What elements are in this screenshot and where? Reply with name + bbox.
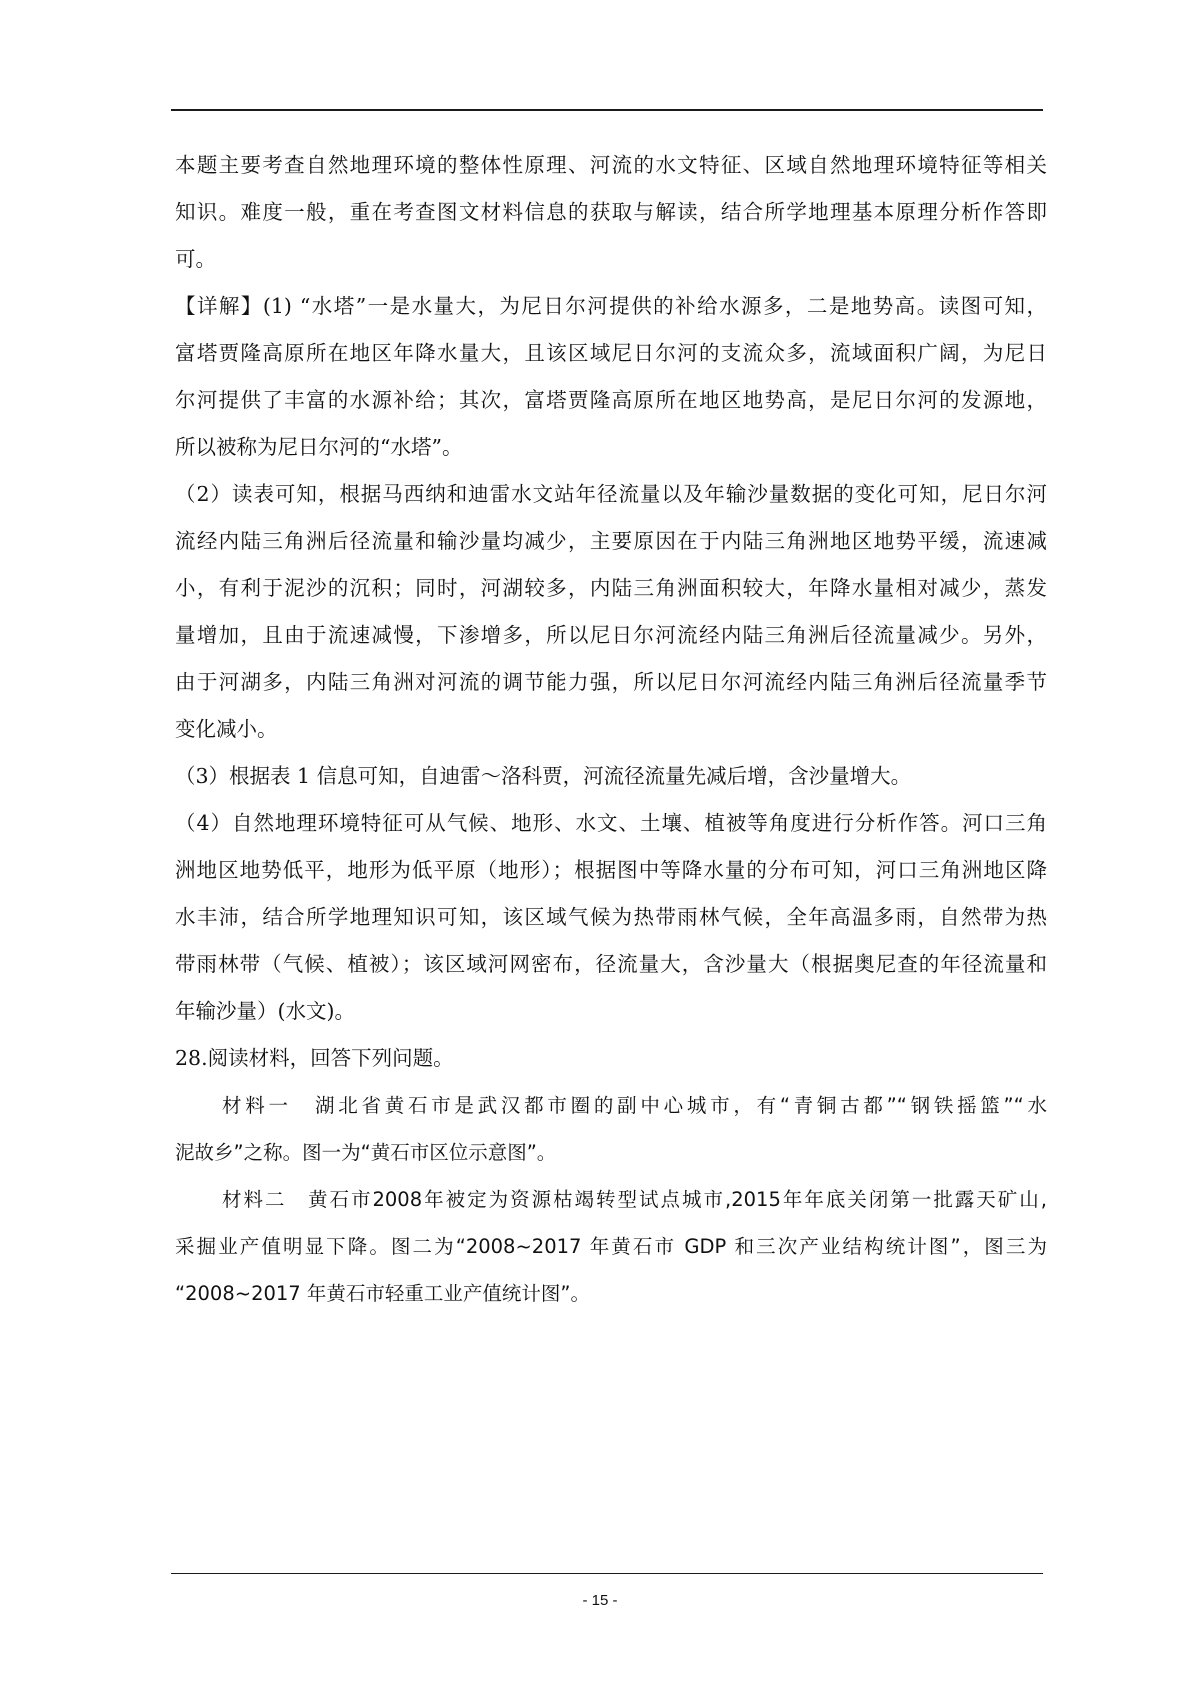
header-rule [171,109,1043,111]
text-line: 知识。难度一般，重在考查图文材料信息的获取与解读，结合所学地理基本原理分析作答即 [175,200,1047,224]
text-line: 富塔贾隆高原所在地区年降水量大，且该区域尼日尔河的支流众多，流域面积广阔，为尼日 [175,341,1047,365]
text-line: 泥故乡”之称。图一为“黄石市区位示意图”。 [175,1141,557,1164]
text-line: 可。 [175,247,216,271]
text-line: 变化减小。 [175,717,278,741]
text-line: 洲地区地势低平，地形为低平原（地形）；根据图中等降水量的分布可知，河口三角洲地区降 [175,858,1047,882]
text-line: 材料二 黄石市2008年被定为资源枯竭转型试点城市,2015年年底关闭第一批露天矿山, [222,1188,1047,1211]
text-line: 水丰沛，结合所学地理知识可知，该区域气候为热带雨林气候，全年高温多雨，自然带为热 [175,905,1047,929]
text-line: 年输沙量）(水文)。 [175,999,355,1023]
text-line: 【详解】(1) “水塔”一是水量大，为尼日尔河提供的补给水源多，二是地势高。读图可知， [175,294,1047,318]
text-line: 由于河湖多，内陆三角洲对河流的调节能力强，所以尼日尔河流经内陆三角洲后径流量季节 [175,670,1047,694]
page-number: - 15 - [582,1592,618,1609]
text-line: （4）自然地理环境特征可从气候、地形、水文、土壤、植被等角度进行分析作答。河口三角 [175,811,1047,835]
text-line: （3）根据表 1 信息可知，自迪雷～洛科贾，河流径流量先减后增，含沙量增大。 [175,764,912,788]
text-line: 带雨林带（气候、植被）；该区域河网密布，径流量大，含沙量大（根据奥尼查的年径流量和 [175,952,1047,976]
question-28 [175,1035,1047,1317]
text-line: 流经内陆三角洲后径流量和输沙量均减少，主要原因在于内陆三角洲地区地势平缓，流速减 [175,529,1047,553]
text-line: 尔河提供了丰富的水源补给；其次，富塔贾隆高原所在地区地势高，是尼日尔河的发源地， [175,388,1047,412]
text-line: 小，有利于泥沙的沉积；同时，河湖较多，内陆三角洲面积较大，年降水量相对减少，蒸发 [175,576,1047,600]
text-line: 采掘业产值明显下降。图二为“2008~2017 年黄石市 GDP 和三次产业结构统计图”，图三为 [175,1235,1047,1258]
detail-section [175,283,1047,1035]
page-body [175,142,1047,1317]
text-line: “2008~2017 年黄石市轻重工业产值统计图”。 [175,1282,590,1305]
text-line: 量增加，且由于流速减慢，下渗增多，所以尼日尔河流经内陆三角洲后径流量减少。另外， [175,623,1047,647]
footer-rule [171,1573,1043,1574]
text-line: （2）读表可知，根据马西纳和迪雷水文站年径流量以及年输沙量数据的变化可知，尼日尔河 [175,482,1047,506]
intro-paragraph [175,142,1047,283]
text-line: 本题主要考查自然地理环境的整体性原理、河流的水文特征、区域自然地理环境特征等相关 [175,153,1047,177]
question-title: 28.阅读材料，回答下列问题。 [175,1046,454,1070]
material-two [175,1176,1047,1317]
text-line: 所以被称为尼日尔河的“水塔”。 [175,435,463,459]
material-one [175,1082,1047,1176]
text-line: 材料一 湖北省黄石市是武汉都市圈的副中心城市，有“青铜古都”“钢铁摇篮”“水 [222,1094,1047,1117]
